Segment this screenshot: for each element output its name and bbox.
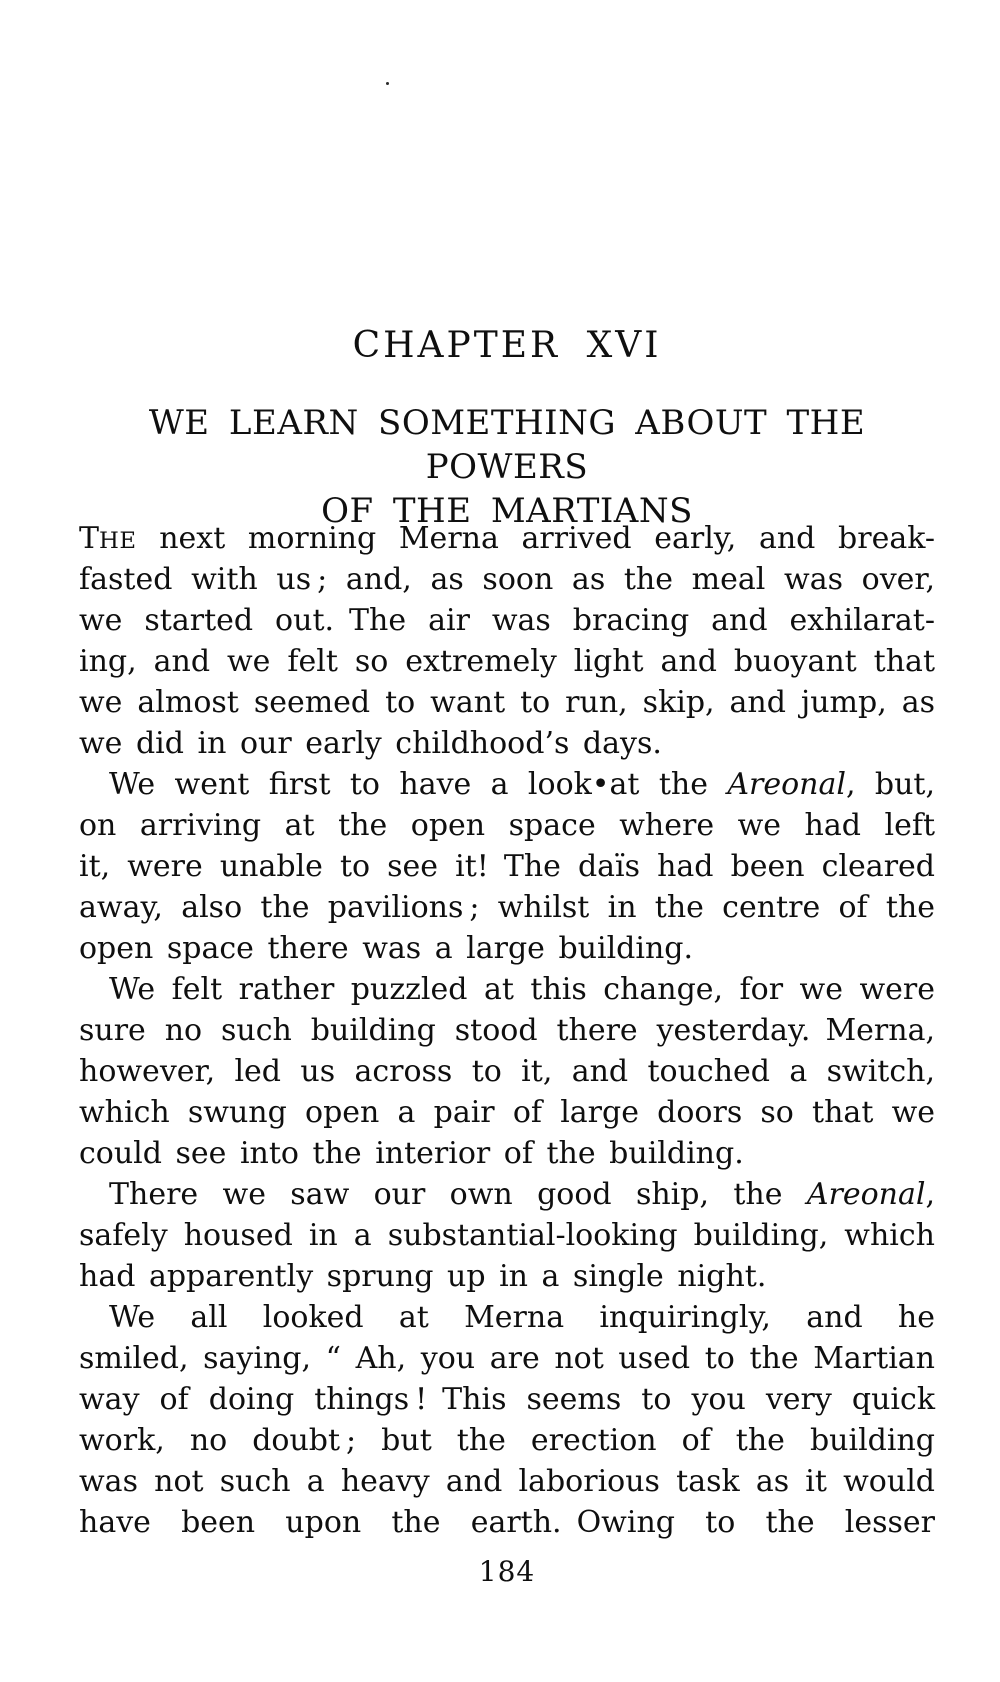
text-segment: was not such a heavy and laborious task as it would xyxy=(79,1464,935,1499)
text-line xyxy=(79,1092,935,1133)
text-segment: work, no doubt ; but the erection of the building xyxy=(79,1423,935,1458)
text-line xyxy=(79,1215,935,1256)
text-line xyxy=(79,887,935,928)
text-segment: fasted with us ; and, as soon as the meal was over, xyxy=(79,562,935,597)
chapter-subtitle xyxy=(79,401,935,533)
text-line xyxy=(79,805,935,846)
text-segment: we almost seemed to want to run, skip, and jump, as xyxy=(79,685,935,720)
text-line xyxy=(79,600,935,641)
scan-artifact-dot xyxy=(386,82,389,85)
text-segment: smiled, saying, “ Ah, you are not used to the Martian xyxy=(79,1341,935,1376)
text-line xyxy=(79,1174,935,1215)
chapter-heading: CHAPTER XVI xyxy=(352,325,662,366)
text-segment: next morning Merna arrived early, and break- xyxy=(136,521,935,556)
text-segment: ing, and we felt so extremely light and buoyant that xyxy=(79,644,935,679)
text-line xyxy=(79,559,935,600)
text-line xyxy=(79,1256,935,1297)
text-segment: however, led us across to it, and touched a switch, xyxy=(79,1054,935,1089)
text-line xyxy=(79,1461,935,1502)
text-segment: had apparently sprung up in a single night. xyxy=(79,1259,767,1294)
text-segment: which swung open a pair of large doors so that we xyxy=(79,1095,935,1130)
text-segment: We all looked at Merna inquiringly, and he xyxy=(109,1300,935,1335)
text-line xyxy=(79,1379,935,1420)
subtitle-line-2: OF THE MARTIANS xyxy=(321,491,693,531)
text-segment: T xyxy=(79,521,100,556)
text-segment: way of doing things ! This seems to you very quick xyxy=(79,1382,935,1417)
smallcaps-text: HE xyxy=(99,528,137,554)
text-segment: We went first to have a look•at the xyxy=(109,767,728,802)
page-number: 184 xyxy=(478,1555,536,1588)
subtitle-line-1: WE LEARN SOMETHING ABOUT THE POWERS xyxy=(148,403,866,487)
text-segment: away, also the pavilions ; whilst in the centre of the xyxy=(79,890,935,925)
text-segment: We felt rather puzzled at this change, for we were xyxy=(109,972,935,1007)
text-segment: , but, xyxy=(845,767,935,802)
text-line xyxy=(79,764,935,805)
text-line xyxy=(79,641,935,682)
body-text xyxy=(79,518,935,1543)
text-segment: we started out. The air was bracing and exhilarat- xyxy=(79,603,935,638)
text-segment: on arriving at the open space where we had left xyxy=(79,808,935,843)
text-line xyxy=(79,969,935,1010)
text-segment: open space there was a large building. xyxy=(79,931,694,966)
text-segment: , xyxy=(925,1177,935,1212)
text-line xyxy=(79,846,935,887)
text-line xyxy=(79,723,935,764)
text-line xyxy=(79,1338,935,1379)
text-line xyxy=(79,1502,935,1543)
text-line xyxy=(79,1420,935,1461)
text-line xyxy=(79,1297,935,1338)
text-segment: sure no such building stood there yesterday. Merna, xyxy=(79,1013,935,1048)
text-line xyxy=(79,518,935,559)
text-line xyxy=(79,1051,935,1092)
text-segment: have been upon the earth. Owing to the lesser xyxy=(79,1505,935,1540)
text-segment: There we saw our own good ship, the xyxy=(109,1177,807,1212)
text-line xyxy=(79,1010,935,1051)
text-line xyxy=(79,1133,935,1174)
text-segment: could see into the interior of the building. xyxy=(79,1136,744,1171)
italic-text: Areonal xyxy=(806,1177,926,1212)
italic-text: Areonal xyxy=(727,767,846,802)
text-segment: it, were unable to see it! The daïs had been cleared xyxy=(79,849,935,884)
text-line xyxy=(79,682,935,723)
text-segment: safely housed in a substantial-looking building, which xyxy=(79,1218,935,1253)
text-line xyxy=(79,928,935,969)
text-segment: we did in our early childhood’s days. xyxy=(79,726,662,761)
